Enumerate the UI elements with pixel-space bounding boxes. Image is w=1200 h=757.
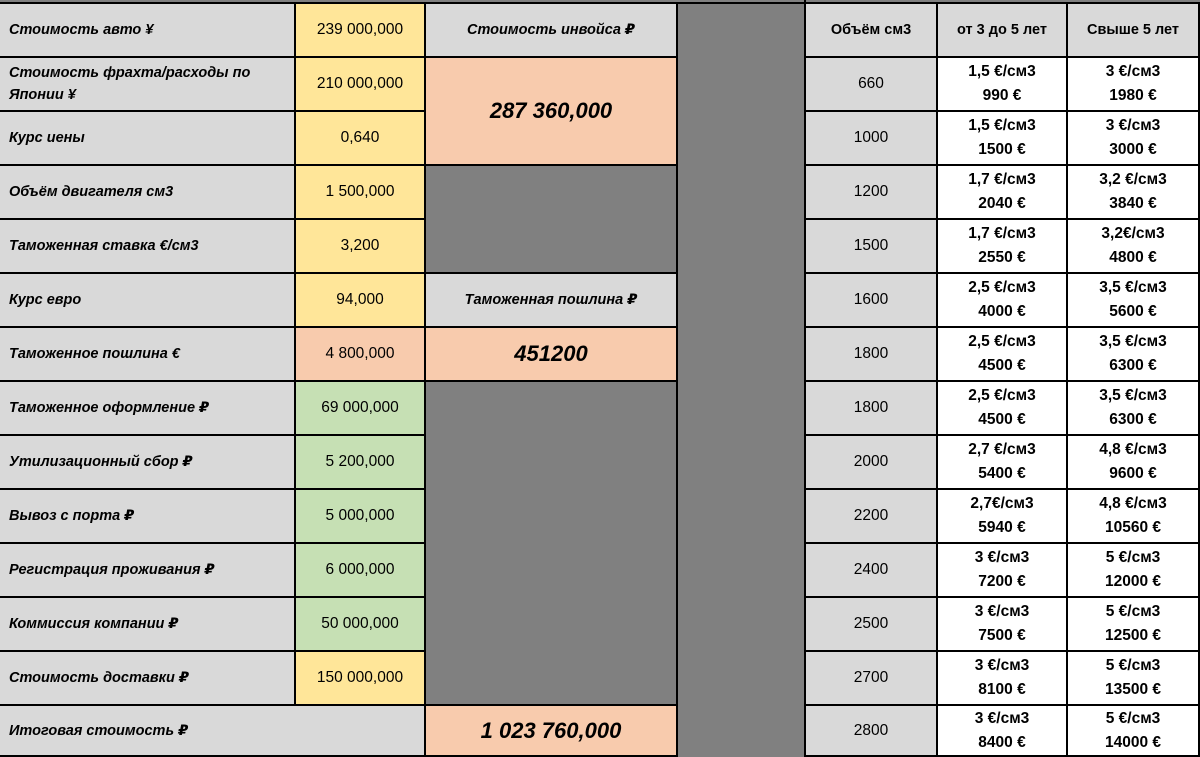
rate-total: 6300 € bbox=[1109, 357, 1157, 374]
rate-total: 12000 € bbox=[1104, 573, 1162, 590]
rates-volume: 2800 bbox=[806, 706, 938, 757]
rate-per-cm3: 5 €/см3 bbox=[1105, 549, 1161, 566]
calc-label: Стоимость фрахта/расходы по Японии ¥ bbox=[0, 58, 296, 112]
calc-value-cell[interactable]: 4 800,000 bbox=[296, 328, 426, 382]
rate-per-cm3: 3 €/см3 bbox=[974, 549, 1030, 566]
rate-over-5-years bbox=[1068, 382, 1200, 436]
rates-volume: 1200 bbox=[806, 166, 938, 220]
calc-label: Коммиссия компании ₽ bbox=[0, 598, 296, 652]
rate-3-5-years bbox=[938, 220, 1068, 274]
rate-3-5-years bbox=[938, 166, 1068, 220]
rates-volume: 1800 bbox=[806, 382, 938, 436]
calc-label: Таможенная ставка €/см3 bbox=[0, 220, 296, 274]
rate-per-cm3: 3,5 €/см3 bbox=[1099, 387, 1167, 404]
rate-per-cm3: 5 €/см3 bbox=[1105, 657, 1161, 674]
rate-over-5-years bbox=[1068, 274, 1200, 328]
rates-volume: 1800 bbox=[806, 328, 938, 382]
top-border bbox=[0, 2, 1200, 4]
rate-total: 4800 € bbox=[1109, 249, 1157, 266]
rate-total: 2040 € bbox=[978, 195, 1026, 212]
calc-label: Курс иены bbox=[0, 112, 296, 166]
calc-label: Утилизационный сбор ₽ bbox=[0, 436, 296, 490]
calc-label: Таможенное оформление ₽ bbox=[0, 382, 296, 436]
rates-volume: 660 bbox=[806, 58, 938, 112]
rates-volume: 1500 bbox=[806, 220, 938, 274]
rates-volume: 1000 bbox=[806, 112, 938, 166]
rate-total: 4500 € bbox=[978, 357, 1026, 374]
rate-per-cm3: 1,5 €/см3 bbox=[968, 63, 1036, 80]
calc-label: Вывоз с порта ₽ bbox=[0, 490, 296, 544]
rate-over-5-years bbox=[1068, 706, 1200, 757]
rate-total: 4000 € bbox=[978, 303, 1026, 320]
rate-3-5-years bbox=[938, 436, 1068, 490]
rate-3-5-years bbox=[938, 490, 1068, 544]
rate-total: 5600 € bbox=[1109, 303, 1157, 320]
rate-total: 14000 € bbox=[1104, 733, 1162, 751]
rate-total: 5400 € bbox=[978, 465, 1026, 482]
calc-value-cell[interactable]: 94,000 bbox=[296, 274, 426, 328]
rate-total: 990 € bbox=[982, 87, 1022, 104]
rate-total: 3840 € bbox=[1109, 195, 1157, 212]
rate-over-5-years bbox=[1068, 490, 1200, 544]
rates-header: от 3 до 5 лет bbox=[938, 4, 1068, 58]
rate-over-5-years bbox=[1068, 544, 1200, 598]
rate-3-5-years bbox=[938, 58, 1068, 112]
calc-label: Регистрация проживания ₽ bbox=[0, 544, 296, 598]
invoice-value[interactable]: 287 360,000 bbox=[426, 58, 678, 166]
rate-per-cm3: 3 €/см3 bbox=[974, 657, 1030, 674]
rate-per-cm3: 3 €/см3 bbox=[974, 603, 1030, 620]
rate-3-5-years bbox=[938, 112, 1068, 166]
rate-3-5-years bbox=[938, 598, 1068, 652]
rates-header: Свыше 5 лет bbox=[1068, 4, 1200, 58]
calc-label: Стоимость доставки ₽ bbox=[0, 652, 296, 706]
rate-3-5-years bbox=[938, 706, 1068, 757]
rate-over-5-years bbox=[1068, 328, 1200, 382]
rates-volume: 2500 bbox=[806, 598, 938, 652]
rate-total: 1980 € bbox=[1109, 87, 1157, 104]
rate-over-5-years bbox=[1068, 112, 1200, 166]
rate-total: 6300 € bbox=[1109, 411, 1157, 428]
rate-per-cm3: 2,5 €/см3 bbox=[968, 387, 1036, 404]
rate-total: 1500 € bbox=[978, 141, 1026, 158]
rate-per-cm3: 4,8 €/см3 bbox=[1099, 441, 1167, 458]
rate-total: 7500 € bbox=[978, 627, 1026, 644]
rate-per-cm3: 5 €/см3 bbox=[1105, 709, 1161, 727]
rate-per-cm3: 1,7 €/см3 bbox=[968, 171, 1036, 188]
rate-over-5-years bbox=[1068, 166, 1200, 220]
rate-per-cm3: 2,5 €/см3 bbox=[968, 279, 1036, 296]
rate-3-5-years bbox=[938, 382, 1068, 436]
rates-volume: 1600 bbox=[806, 274, 938, 328]
rate-per-cm3: 3 €/см3 bbox=[1105, 117, 1161, 134]
rate-per-cm3: 3 €/см3 bbox=[974, 709, 1030, 727]
rate-per-cm3: 3 €/см3 bbox=[1105, 63, 1161, 80]
rate-over-5-years bbox=[1068, 598, 1200, 652]
rate-per-cm3: 2,7 €/см3 bbox=[968, 441, 1036, 458]
rates-volume: 2200 bbox=[806, 490, 938, 544]
rate-total: 9600 € bbox=[1109, 465, 1157, 482]
rate-per-cm3: 5 €/см3 bbox=[1105, 603, 1161, 620]
rates-volume: 2000 bbox=[806, 436, 938, 490]
rate-total: 7200 € bbox=[978, 573, 1026, 590]
rate-per-cm3: 2,7€/см3 bbox=[970, 495, 1034, 512]
rates-volume: 2400 bbox=[806, 544, 938, 598]
calc-value-cell[interactable]: 6 000,000 bbox=[296, 544, 426, 598]
calc-value-cell[interactable]: 210 000,000 bbox=[296, 58, 426, 112]
rate-total: 4500 € bbox=[978, 411, 1026, 428]
column-separator bbox=[678, 0, 806, 757]
rate-total: 12500 € bbox=[1104, 627, 1162, 644]
empty-dark-area bbox=[426, 166, 678, 274]
rate-per-cm3: 4,8 €/см3 bbox=[1099, 495, 1167, 512]
calc-value-cell[interactable]: 5 200,000 bbox=[296, 436, 426, 490]
rate-total: 13500 € bbox=[1104, 681, 1162, 698]
rate-over-5-years bbox=[1068, 220, 1200, 274]
calc-value-cell[interactable]: 3,200 bbox=[296, 220, 426, 274]
rates-header: Объём см3 bbox=[806, 4, 938, 58]
rate-3-5-years bbox=[938, 328, 1068, 382]
rate-total: 3000 € bbox=[1109, 141, 1157, 158]
calc-value-cell[interactable]: 1 500,000 bbox=[296, 166, 426, 220]
rate-3-5-years bbox=[938, 652, 1068, 706]
rate-3-5-years bbox=[938, 274, 1068, 328]
rate-total: 2550 € bbox=[978, 249, 1026, 266]
total-label: Итоговая стоимость ₽ bbox=[0, 706, 426, 757]
rate-per-cm3: 3,2€/см3 bbox=[1101, 225, 1165, 242]
rate-total: 5940 € bbox=[978, 519, 1026, 536]
rate-per-cm3: 3,5 €/см3 bbox=[1099, 333, 1167, 350]
calc-value-cell[interactable]: 150 000,000 bbox=[296, 652, 426, 706]
total-value[interactable]: 1 023 760,000 bbox=[426, 706, 678, 757]
duty-value[interactable]: 451200 bbox=[426, 328, 678, 382]
rate-3-5-years bbox=[938, 544, 1068, 598]
invoice-label: Стоимость инвойса ₽ bbox=[426, 4, 678, 58]
rate-total: 8400 € bbox=[978, 733, 1026, 751]
calc-value-cell[interactable]: 239 000,000 bbox=[296, 4, 426, 58]
rates-volume: 2700 bbox=[806, 652, 938, 706]
calc-value-cell[interactable]: 0,640 bbox=[296, 112, 426, 166]
rate-total: 10560 € bbox=[1104, 519, 1162, 536]
rate-over-5-years bbox=[1068, 652, 1200, 706]
calc-label: Таможенное пошлина € bbox=[0, 328, 296, 382]
calc-value-cell[interactable]: 50 000,000 bbox=[296, 598, 426, 652]
empty-dark-area bbox=[426, 382, 678, 706]
calc-label: Объём двигателя см3 bbox=[0, 166, 296, 220]
calc-label: Стоимость авто ¥ bbox=[0, 4, 296, 58]
rate-per-cm3: 3,5 €/см3 bbox=[1099, 279, 1167, 296]
calc-value-cell[interactable]: 69 000,000 bbox=[296, 382, 426, 436]
rate-total: 8100 € bbox=[978, 681, 1026, 698]
calc-value-cell[interactable]: 5 000,000 bbox=[296, 490, 426, 544]
duty-label: Таможенная пошлина ₽ bbox=[426, 274, 678, 328]
rate-over-5-years bbox=[1068, 436, 1200, 490]
rate-per-cm3: 1,5 €/см3 bbox=[968, 117, 1036, 134]
rate-per-cm3: 2,5 €/см3 bbox=[968, 333, 1036, 350]
rate-per-cm3: 1,7 €/см3 bbox=[968, 225, 1036, 242]
rate-over-5-years bbox=[1068, 58, 1200, 112]
rate-per-cm3: 3,2 €/см3 bbox=[1099, 171, 1167, 188]
calc-label: Курс евро bbox=[0, 274, 296, 328]
